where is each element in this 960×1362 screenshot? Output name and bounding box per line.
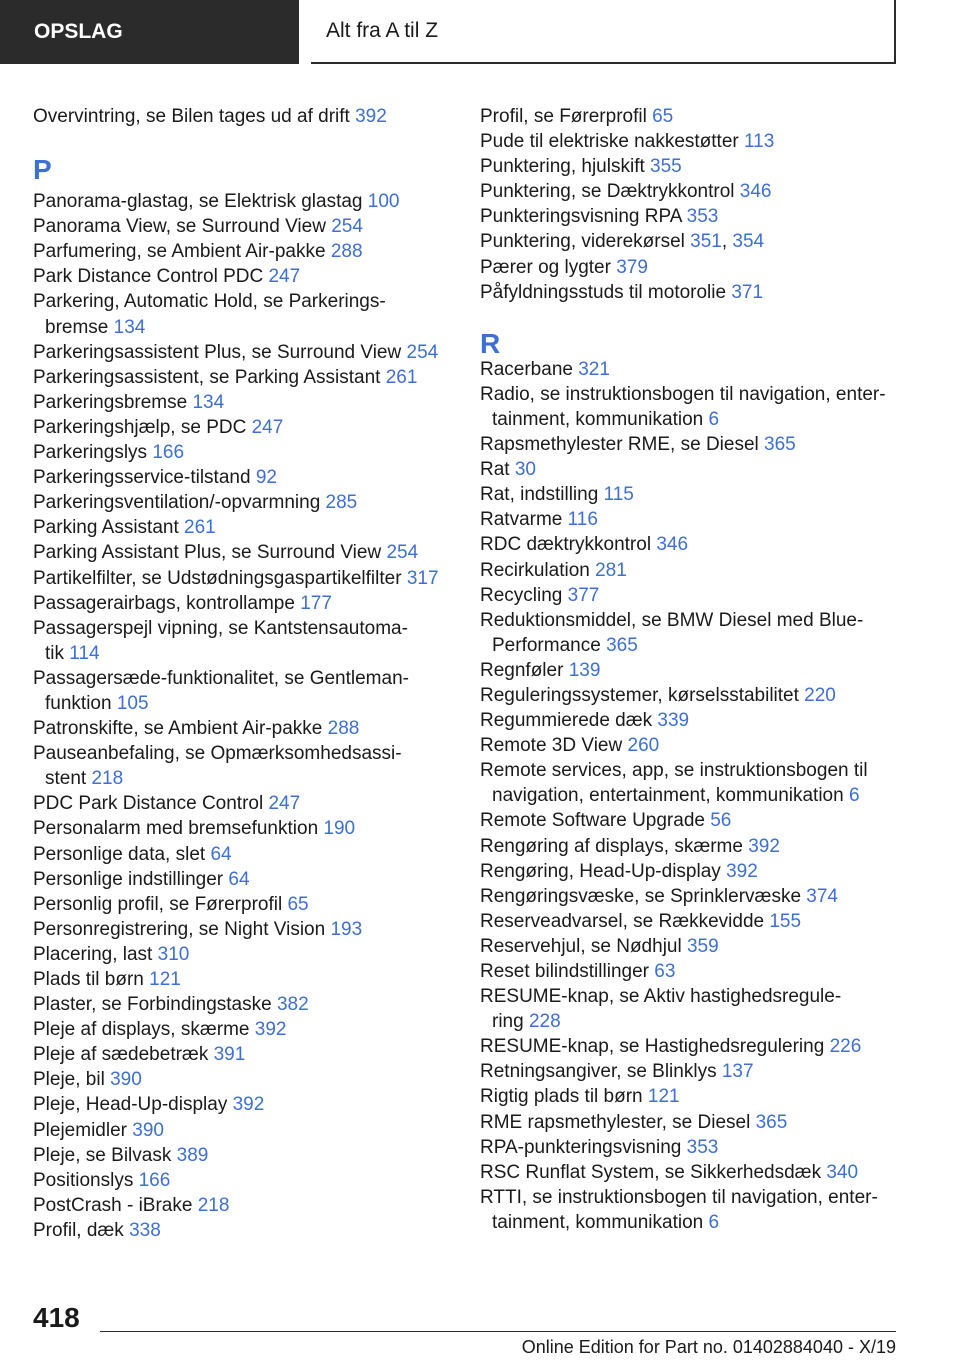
index-entry [480, 154, 900, 179]
page-reference-link[interactable]: 139 [568, 659, 601, 681]
index-entry-text: Overvintring, se Bilen tages ud af drift [33, 106, 350, 127]
index-letter-heading: P [33, 154, 52, 186]
page-reference-link[interactable]: 134 [192, 391, 225, 413]
index-entry [33, 340, 443, 365]
index-entry-text: Passagerspejl vipning, se Kantstensautoma- [33, 617, 408, 639]
page-reference-link[interactable]: 226 [829, 1036, 862, 1058]
index-entry [480, 382, 900, 432]
index-entry-text: Racerbane [480, 358, 573, 380]
index-entry [33, 816, 443, 841]
index-entry [33, 1143, 443, 1168]
index-column-right [480, 104, 900, 1235]
index-entry-text: Remote Software Upgrade [480, 810, 705, 832]
page-reference-link[interactable]: 115 [603, 484, 634, 506]
index-entry-text: Parkeringsbremse [33, 391, 188, 413]
index-entry [480, 204, 900, 229]
page-reference-link[interactable]: 220 [804, 684, 836, 706]
page-reference-link[interactable]: 281 [595, 559, 627, 581]
page-reference-link[interactable]: 340 [826, 1161, 859, 1183]
index-entry-text: Pude til elektriske nakkestøtter [480, 131, 739, 153]
index-entry-text: Profil, dæk [33, 1219, 124, 1241]
index-entry-text: Punktering, se Dæktrykkontrol [480, 181, 735, 203]
index-entry-text: RSC Runflat System, se Sikkerhedsdæk [480, 1161, 822, 1183]
index-entry [480, 255, 900, 280]
page-reference-link[interactable]: 56 [710, 810, 732, 832]
index-entry [33, 515, 443, 540]
index-entry-continuation: funktion [45, 692, 112, 714]
page-reference-link[interactable]: 92 [255, 467, 277, 489]
index-entry-text: RESUME-knap, se Aktiv hastighedsregule- [480, 986, 842, 1008]
index-entry [480, 129, 900, 154]
page-reference-link[interactable]: 134 [113, 316, 146, 338]
page-reference-link[interactable]: 371 [731, 281, 764, 303]
index-entry-text: Personregistrering, se Night Vision [33, 918, 326, 940]
index-entry [33, 490, 443, 515]
page-reference-link[interactable]: 247 [268, 793, 301, 815]
page-reference-link[interactable]: 190 [323, 818, 356, 840]
index-entry [480, 834, 900, 859]
index-entry-text: Positionslys [33, 1169, 134, 1191]
page-reference-link[interactable]: 6 [708, 1211, 720, 1233]
index-entry-text: Personalarm med bremsefunktion [33, 818, 319, 840]
page-reference-link[interactable]: 390 [110, 1069, 142, 1091]
page-reference-link[interactable]: 166 [138, 1169, 171, 1191]
index-entry-text: Recycling [480, 584, 563, 606]
index-entry [480, 583, 900, 608]
index-entry [480, 758, 900, 808]
index-entry [33, 289, 443, 339]
index-entry [33, 741, 443, 791]
index-entry-text: Recirkulation [480, 559, 590, 581]
index-entry-text: Profil, se Førerprofil [480, 106, 647, 127]
index-entry-text: Placering, last [33, 943, 153, 965]
index-entry [33, 867, 443, 892]
index-entry-text: Parkeringshjælp, se PDC [33, 416, 247, 438]
index-entry-text: Parkeringslys [33, 442, 148, 464]
index-entry-text: Personlig profil, se Førerprofil [33, 893, 283, 915]
index-entry-text: Panorama View, se Surround View [33, 216, 326, 238]
index-entry [480, 1059, 900, 1084]
index-entry-text: Panorama-glastag, se Elektrisk glastag [33, 191, 363, 213]
index-entry-text: Rigtig plads til børn [480, 1086, 643, 1108]
index-entry [480, 1034, 900, 1059]
footer-rule [100, 1331, 896, 1332]
page-reference-link[interactable]: 288 [327, 718, 360, 740]
page-reference-link[interactable]: 365 [606, 634, 638, 656]
page-reference-link[interactable]: 389 [176, 1144, 209, 1166]
page-reference-link[interactable]: 338 [129, 1219, 161, 1241]
index-entry [33, 791, 443, 816]
index-entry-text: Pleje, Head-Up-display [33, 1094, 228, 1116]
index-entry-text: RPA-punkteringsvisning [480, 1136, 682, 1158]
page-reference-link[interactable]: 353 [686, 1136, 719, 1158]
index-entry-text: Rapsmethylester RME, se Diesel [480, 434, 759, 456]
page-reference-link[interactable]: 317 [406, 567, 439, 589]
index-entry [33, 1118, 443, 1143]
page-reference-link[interactable]: 392 [232, 1094, 265, 1116]
index-entry-text: Plejemidler [33, 1119, 127, 1141]
index-entry-text: Remote services, app, se instruktionsbogen til [480, 760, 868, 782]
index-entry [33, 591, 443, 616]
index-entry [480, 532, 900, 557]
index-entry-text: Rengøring, Head-Up-display [480, 860, 721, 882]
page-reference-link[interactable]: 166 [152, 442, 185, 464]
index-entry [480, 859, 900, 884]
page-reference-link[interactable]: 392 [254, 1019, 287, 1041]
index-entry-text: Parkeringsassistent Plus, se Surround View [33, 341, 402, 363]
index-entry-text: Parking Assistant [33, 517, 179, 539]
index-entry-text: PDC Park Distance Control [33, 793, 264, 815]
page-reference-link[interactable]: 379 [616, 256, 648, 278]
index-entry [480, 808, 900, 833]
page-reference-link[interactable]: 65 [287, 893, 309, 915]
page-reference-link[interactable]: 63 [654, 961, 676, 982]
index-entry [33, 942, 443, 967]
index-entry [33, 415, 443, 440]
page-reference-link[interactable]: 254 [331, 216, 363, 238]
index-entry-text: Pleje, se Bilvask [33, 1144, 172, 1166]
index-entry-text: PostCrash - iBrake [33, 1194, 193, 1216]
index-entry-text: RTTI, se instruktionsbogen til navigation, enter- [480, 1186, 878, 1208]
page-reference-link[interactable]: 113 [744, 131, 775, 153]
index-entry-text: Parking Assistant Plus, se Surround View [33, 542, 382, 564]
index-entry-text: Rat [480, 459, 510, 481]
index-entry-text: Partikelfilter, se Udstødningsgaspartikelfilter [33, 567, 402, 589]
index-entry [480, 1185, 900, 1235]
index-entry [33, 440, 443, 465]
index-entry-text: Regummierede dæk [480, 710, 653, 732]
page-reference-link[interactable]: 218 [91, 768, 124, 790]
index-entry [33, 1218, 443, 1243]
index-entry-text: Pleje, bil [33, 1069, 105, 1091]
page-reference-link[interactable]: 339 [657, 710, 690, 732]
index-entry-text: RESUME-knap, se Hastighedsregulering [480, 1036, 825, 1058]
index-entry [480, 934, 900, 959]
index-entry-text: Rengøring af displays, skærme [480, 835, 743, 857]
index-entry-text: RDC dæktrykkontrol [480, 534, 652, 556]
index-entry [480, 733, 900, 758]
page-reference-link[interactable]: 288 [330, 241, 363, 263]
index-entry [33, 1017, 443, 1042]
page-reference-link[interactable]: 247 [268, 266, 301, 288]
index-entry [480, 507, 900, 532]
index-entry-text: Remote 3D View [480, 735, 623, 757]
page-reference-link[interactable]: 365 [755, 1111, 788, 1133]
page-reference-link[interactable]: 374 [806, 885, 838, 907]
page-reference-link[interactable]: 392 [726, 860, 758, 882]
page-reference-link[interactable]: 193 [330, 918, 363, 940]
index-entry [33, 967, 443, 992]
index-entry-text: Pleje af displays, skærme [33, 1019, 250, 1041]
page-reference-link[interactable]: 121 [647, 1086, 680, 1108]
index-entry-continuation: tainment, kommunikation [492, 1211, 704, 1233]
index-letter-heading: R [480, 327, 501, 359]
index-entry [33, 239, 443, 264]
index-entry [480, 558, 900, 583]
page-reference-link[interactable]: 105 [116, 692, 149, 714]
index-entry-text: RME rapsmethylester, se Diesel [480, 1111, 751, 1133]
index-entry-text: Reserveadvarsel, se Rækkevidde [480, 910, 765, 932]
index-entry-text: Parkeringsservice-tilstand [33, 467, 251, 489]
index-entry [33, 666, 443, 716]
index-entry-text: Plads til børn [33, 969, 144, 990]
page-reference-link[interactable]: 155 [769, 910, 802, 932]
index-entry-continuation: Performance [492, 634, 601, 656]
index-entry-text: Påfyldningsstuds til motorolie [480, 281, 727, 303]
page-reference-link[interactable]: 228 [528, 1011, 561, 1033]
index-column-left [33, 104, 443, 1243]
index-entry-text: Parkeringsassistent, se Parking Assistant [33, 366, 381, 388]
index-entry-text: Punktering, viderekørsel [480, 231, 685, 253]
index-entry-text: Park Distance Control PDC [33, 266, 264, 288]
index-entry [480, 909, 900, 934]
index-entry-text: Parkeringsventilation/-opvarmning [33, 492, 321, 514]
index-entry [33, 566, 443, 591]
index-entry-text: Punktering, hjulskift [480, 156, 645, 178]
index-entry-text: Rat, indstilling [480, 484, 599, 506]
index-entry-text: Reguleringssystemer, kørselsstabilitet [480, 684, 799, 706]
page-reference-link[interactable]: 6 [848, 785, 860, 807]
page-reference-link[interactable]: 6 [708, 408, 720, 430]
page-reference-link[interactable]: 355 [650, 156, 682, 178]
index-entry [480, 1084, 900, 1109]
page-reference-link[interactable]: 310 [157, 943, 190, 965]
index-entry-text: Personlige indstillinger [33, 868, 224, 890]
index-entry [33, 616, 443, 666]
page-reference-link[interactable]: 382 [276, 994, 309, 1016]
index-entry-continuation: stent [45, 768, 87, 790]
index-entry [33, 264, 443, 289]
index-entry [33, 992, 443, 1017]
index-entry [480, 884, 900, 909]
page-reference-link[interactable]: 247 [251, 416, 284, 438]
index-entry-text: Passagerairbags, kontrollampe [33, 592, 295, 614]
index-entry [480, 280, 900, 305]
section-tab: OPSLAG [0, 0, 299, 64]
page-reference-link[interactable]: 346 [739, 181, 772, 203]
index-entry-text: Pærer og lygter [480, 256, 611, 278]
index-entry-text: Passagersæde-funktionalitet, se Gentleman- [33, 667, 409, 689]
index-entry-continuation: tainment, kommunikation [492, 408, 704, 430]
index-entry-text: Reduktionsmiddel, se BMW Diesel med Blue- [480, 609, 864, 631]
index-entry-text: Plaster, se Forbindingstaske [33, 994, 272, 1016]
index-entry [33, 365, 443, 390]
index-entry [33, 917, 443, 942]
index-entry [33, 104, 443, 129]
index-entry: Punktering, viderekørsel 351, 354 [480, 231, 765, 253]
index-entry-continuation: ring [492, 1011, 524, 1033]
index-entry [480, 1110, 900, 1135]
index-entry [480, 432, 900, 457]
page-reference-link[interactable]: 100 [367, 191, 400, 213]
index-entry [33, 465, 443, 490]
page-reference-link[interactable]: 353 [686, 206, 719, 228]
page-reference-link[interactable]: 177 [300, 592, 332, 614]
index-entry-continuation: navigation, entertainment, kommunikation [492, 785, 844, 807]
page-reference-link[interactable]: 116 [567, 509, 598, 531]
index-entry-text: Reservehjul, se Nødhjul [480, 935, 682, 957]
page-reference-link[interactable]: 354 [732, 231, 765, 253]
index-entry-text: Rengøringsvæske, se Sprinklervæske [480, 885, 802, 907]
index-entry [480, 1135, 900, 1160]
index-entry-text: Punkteringsvisning RPA [480, 206, 682, 228]
index-entry-text: Retningsangiver, se Blinklys [480, 1061, 717, 1083]
index-entry [33, 1092, 443, 1117]
page-reference-link[interactable]: 377 [567, 584, 600, 606]
page-reference-link[interactable]: 218 [197, 1194, 230, 1216]
index-entry [480, 959, 900, 984]
page-reference-link[interactable]: 392 [748, 835, 780, 857]
index-entry [33, 1067, 443, 1092]
page-reference-link[interactable]: 392 [355, 106, 387, 127]
page-reference-link[interactable]: 359 [686, 935, 719, 957]
page-reference-link[interactable]: 121 [149, 969, 181, 990]
index-entry-text: Parkering, Automatic Hold, se Parkerings- [33, 291, 386, 313]
index-entry-text: Regnføler [480, 659, 564, 681]
page-reference-link[interactable]: 390 [132, 1119, 164, 1141]
page-reference-link[interactable]: 346 [656, 534, 689, 556]
page-reference-link[interactable]: 64 [210, 843, 232, 865]
index-entry [33, 189, 443, 214]
page-reference-link[interactable]: 65 [652, 106, 674, 127]
index-entry-text: Personlige data, slet [33, 843, 206, 865]
edition-note: Online Edition for Part no. 01402884040 - X/19 [521, 1337, 896, 1357]
page-reference-link[interactable]: 351 [690, 231, 722, 253]
index-entry-text: Parfumering, se Ambient Air-pakke [33, 241, 326, 263]
page-reference-link[interactable]: 391 [213, 1044, 246, 1066]
page-reference-link[interactable]: 254 [386, 542, 419, 564]
page-number: 418 [33, 1302, 80, 1333]
index-entry [33, 214, 443, 239]
page-reference-link[interactable]: 261 [184, 517, 216, 539]
index-entry [480, 1160, 900, 1185]
index-entry [480, 683, 900, 708]
index-entry [480, 708, 900, 733]
index-entry [33, 892, 443, 917]
chapter-title: Alt fra A til Z [311, 0, 896, 64]
page-reference-link[interactable]: 137 [721, 1061, 754, 1083]
index-entry [480, 457, 900, 482]
page-reference-link[interactable]: 285 [325, 492, 358, 514]
page-reference-link[interactable]: 365 [764, 434, 796, 456]
page-reference-link[interactable]: 261 [385, 366, 418, 388]
index-entry [33, 1193, 443, 1218]
index-entry-continuation: tik [45, 642, 64, 664]
index-entry [480, 608, 900, 658]
index-entry-text: Pauseanbefaling, se Opmærksomhedsassi- [33, 743, 402, 765]
index-entry-text: Ratvarme [480, 509, 563, 531]
index-entry [33, 1042, 443, 1067]
page-reference-link[interactable]: 321 [578, 358, 610, 380]
index-entry [480, 482, 900, 507]
index-entry [480, 179, 900, 204]
index-entry-text: Reset bilindstillinger [480, 961, 649, 982]
index-entry [480, 104, 900, 129]
page-reference-link[interactable]: 64 [228, 868, 250, 890]
index-entry [480, 658, 900, 683]
index-entry-text: Radio, se instruktionsbogen til navigation, enter- [480, 383, 886, 405]
index-entry [33, 390, 443, 415]
index-entry [33, 842, 443, 867]
index-entry-continuation: bremse [45, 316, 109, 338]
page-reference-link[interactable]: 254 [406, 341, 439, 363]
page-reference-link[interactable]: 114 [69, 642, 100, 664]
index-entry [33, 716, 443, 741]
index-entry [33, 540, 443, 565]
page-reference-link[interactable]: 30 [514, 459, 536, 481]
index-entry [33, 1168, 443, 1193]
index-entry-text: Pleje af sædebetræk [33, 1044, 209, 1066]
index-entry [480, 357, 900, 382]
index-entry-text: Patronskifte, se Ambient Air-pakke [33, 718, 323, 740]
page-reference-link[interactable]: 260 [627, 735, 660, 757]
index-entry [480, 984, 900, 1034]
